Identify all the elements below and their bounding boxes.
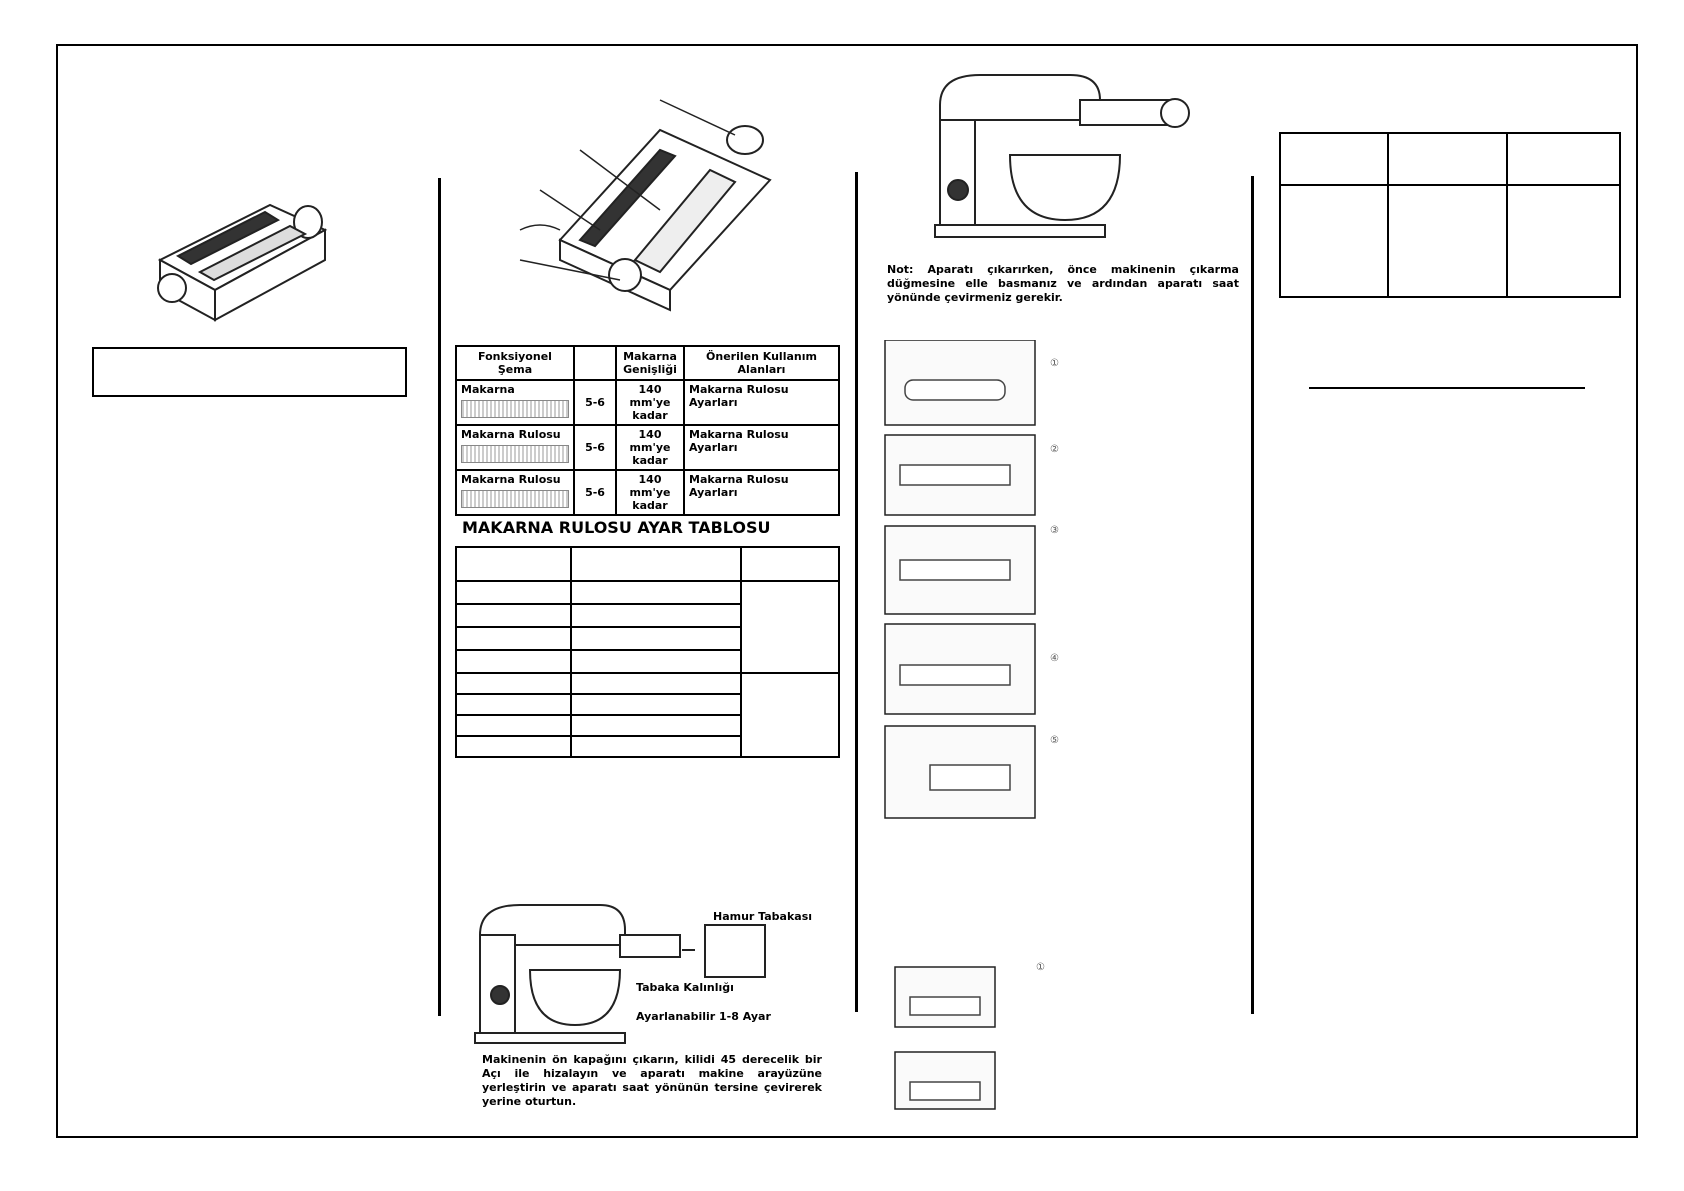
signature-line [1309, 387, 1585, 389]
row-width: 140 mm'ye kadar [616, 470, 684, 515]
label-adjustable-settings: Ayarlanabilir 1-8 Ayar [636, 1010, 771, 1023]
pasta-shape-icon [461, 445, 569, 463]
column-divider-1 [438, 178, 441, 1016]
function-table [455, 345, 840, 516]
row-name: Makarna [461, 383, 515, 396]
header-function-schema: Fonksiyonel Şema [456, 346, 574, 380]
header-setting [574, 346, 616, 380]
step-number: ③ [1050, 525, 1059, 536]
row-use: Makarna Rulosu Ayarları [684, 425, 839, 470]
label-sheet-thickness: Tabaka Kalınlığı [636, 981, 734, 994]
step-number: ② [1050, 444, 1059, 455]
header-recommended-use: Önerilen Kullanım Alanları [684, 346, 839, 380]
pasta-shape-icon [461, 490, 569, 508]
right-column-table [1279, 132, 1621, 298]
step-number: ① [1050, 358, 1059, 369]
row-setting: 5-6 [574, 470, 616, 515]
column-divider-3 [1251, 176, 1254, 1014]
header-pasta-width: Makarna Genişliği [616, 346, 684, 380]
step-number: ④ [1050, 653, 1059, 664]
row-use: Makarna Rulosu Ayarları [684, 470, 839, 515]
label-dough-sheet: Hamur Tabakası [713, 910, 813, 923]
row-use: Makarna Rulosu Ayarları [684, 380, 839, 425]
clean-step-number: ① [1036, 962, 1045, 973]
row-width: 140 mm'ye kadar [616, 425, 684, 470]
row-width: 140 mm'ye kadar [616, 380, 684, 425]
roller-table-title: MAKARNA RULOSU AYAR TABLOSU [462, 518, 771, 537]
row-setting: 5-6 [574, 380, 616, 425]
table-row [456, 380, 839, 425]
table-row [456, 470, 839, 515]
mixer-removal-illustration [930, 65, 1210, 255]
step-number: ⑤ [1050, 735, 1059, 746]
usage-steps-illustration [880, 340, 1040, 822]
roller-setting-table [455, 546, 840, 758]
pasta-roller-detail-illustration [510, 90, 790, 320]
pasta-roller-attachment-illustration [150, 190, 350, 340]
column-divider-2 [855, 172, 858, 1012]
row-name: Makarna Rulosu [461, 428, 561, 441]
row-name: Makarna Rulosu [461, 473, 561, 486]
row-setting: 5-6 [574, 425, 616, 470]
caption-box [92, 347, 407, 397]
removal-note: Not: Aparatı çıkarırken, önce makinenin çıkarma düğmesine elle basmanız ve ardından aparatı saat yönünde çevirmeniz gerekir. [887, 263, 1239, 304]
cleaning-steps-illustration [890, 962, 1010, 1112]
pasta-shape-icon [461, 400, 569, 418]
table-row [456, 425, 839, 470]
assembly-caption: Makinenin ön kapağını çıkarın, kilidi 45 derecelik bir Açı ile hizalayın ve aparatı makine arayüzüne yerleştirin ve aparatı saat yönünün tersine çevirerek yerine oturtun. [482, 1053, 822, 1108]
